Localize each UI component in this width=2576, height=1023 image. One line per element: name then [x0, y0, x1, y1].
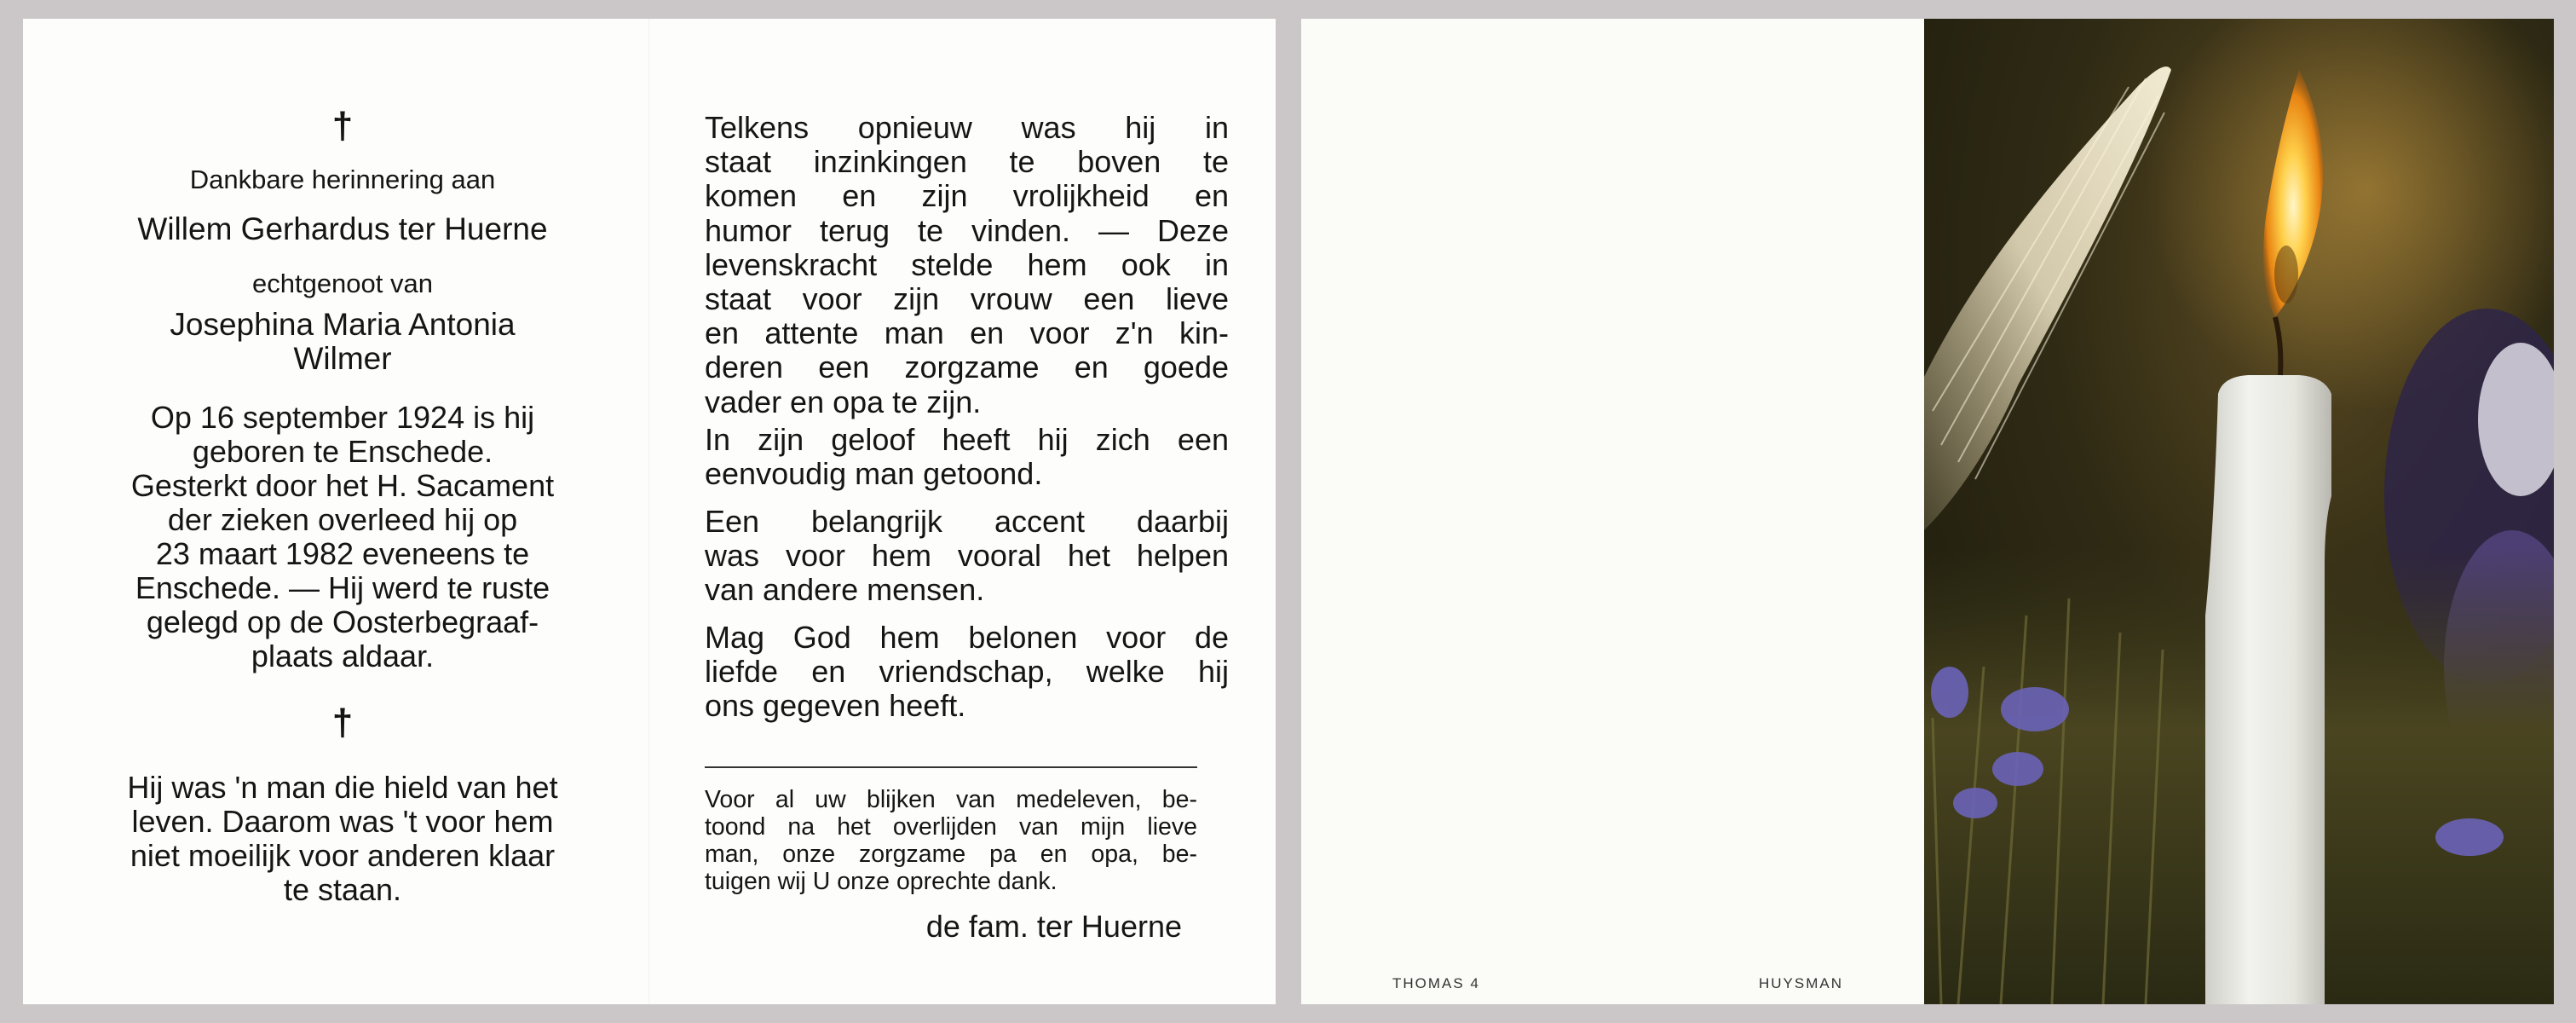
bio-line: Op 16 september 1924 is hij	[150, 400, 535, 435]
tribute-line: leven. Daarom was 't voor hem	[131, 804, 554, 839]
spouse-name-line2: Wilmer	[293, 341, 392, 376]
text-line: was voor hem vooral het helpen	[705, 538, 1229, 574]
text-line: deren een zorgzame en goede	[705, 350, 1229, 385]
thanks-paragraph	[705, 786, 1197, 895]
text-line: humor terug te vinden. — Deze	[705, 212, 1229, 248]
text-line: eenvoudig man getoond.	[705, 456, 1043, 492]
divider-line	[705, 766, 1197, 768]
thanks-line: man, onze zorgzame pa en opa, be-	[705, 841, 1197, 868]
text-line: Mag God hem belonen voor de	[705, 620, 1229, 655]
paragraph-1	[705, 111, 1229, 419]
text-line: en attente man en voor z'n kin-	[705, 315, 1229, 351]
thanks-line: tuigen wij U onze oprechte dank.	[705, 868, 1057, 895]
spouse-name-line1: Josephina Maria Antonia	[170, 307, 516, 342]
bio-line: Gesterkt door het H. Sacament	[130, 468, 555, 503]
text-line: staat inzinkingen te boven te	[705, 144, 1229, 180]
intro-text: Dankbare herinnering aan	[189, 165, 496, 194]
printer-name: HUYSMAN	[1759, 975, 1844, 991]
thanks-line: Voor al uw blijken van medeleven, be-	[705, 786, 1197, 813]
paragraph-4	[705, 621, 1229, 724]
back-page	[1301, 19, 1924, 1004]
text-line: staat voor zijn vrouw een lieve	[705, 281, 1229, 317]
cross-icon: †	[331, 105, 354, 147]
memorial-card-outside	[1301, 19, 2554, 1004]
text-line: Een belangrijk accent daarbij	[705, 504, 1229, 539]
deceased-name: Willem Gerhardus ter Huerne	[137, 211, 548, 246]
bio-line: geboren te Enschede.	[192, 434, 493, 469]
candle-icon	[1924, 19, 2554, 1004]
text-line: van andere mensen.	[705, 572, 985, 608]
text-line: levenskracht stelde hem ook in	[705, 246, 1229, 282]
tribute-line: te staan.	[283, 872, 402, 907]
thanks-line: toond na het overlijden van mijn lieve	[705, 813, 1197, 841]
text-line: liefde en vriendschap, welke hij	[705, 654, 1229, 690]
paragraph-2	[705, 423, 1229, 491]
bio-line: 23 maart 1982 eveneens te	[155, 536, 530, 571]
family-signature: de fam. ter Huerne	[925, 909, 1182, 944]
bio-line: plaats aldaar.	[251, 639, 435, 673]
bio-line: gelegd op de Oosterbegraaf-	[146, 604, 539, 639]
text-line: ons gegeven heeft.	[705, 688, 966, 724]
memorial-card-inside	[23, 19, 1276, 1004]
text-line: Telkens opnieuw was hij in	[705, 110, 1229, 145]
text-line: In zijn geloof heeft hij zich een	[705, 422, 1229, 457]
text-line: komen en zijn vrolijkheid en	[705, 178, 1229, 214]
printer-code: THOMAS 4	[1392, 975, 1480, 991]
cross-icon-second: †	[331, 702, 354, 743]
tribute-line: Hij was 'n man die hield van het	[127, 770, 558, 805]
card-fold-line	[648, 19, 650, 1004]
paragraph-3	[705, 505, 1229, 608]
candle-photo	[1924, 19, 2554, 1004]
bio-line: Enschede. — Hij werd te ruste	[135, 570, 550, 605]
tribute-line: niet moeilijk voor anderen klaar	[130, 838, 556, 873]
bio-line: der zieken overleed hij op	[167, 502, 518, 537]
spouse-label: echtgenoot van	[251, 269, 433, 298]
text-line: vader en opa te zijn.	[705, 384, 982, 419]
